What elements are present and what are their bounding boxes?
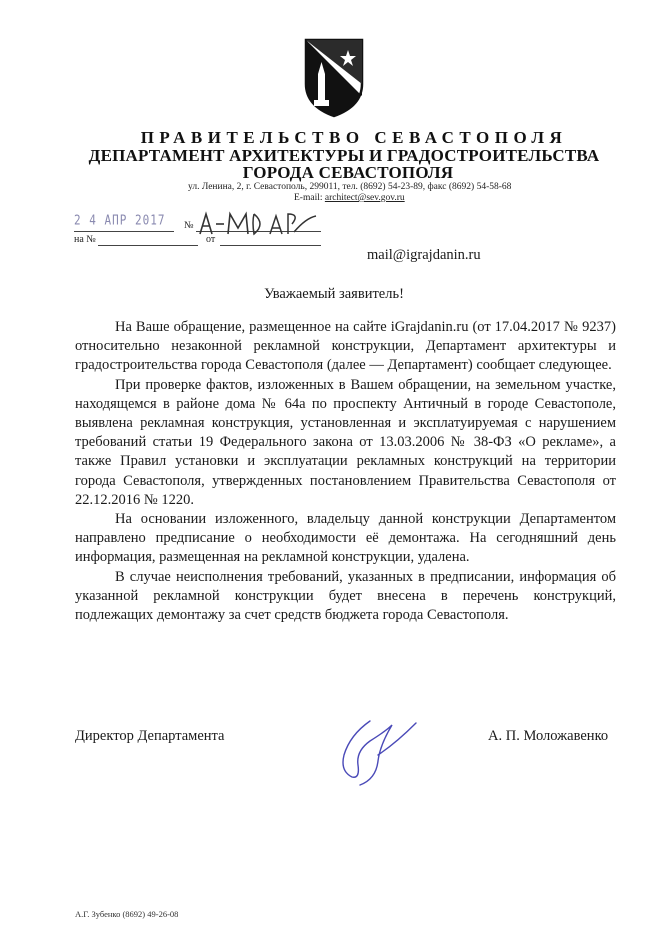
- executor-contact: А.Г. Зубенко (8692) 49-26-08: [75, 909, 179, 919]
- letter-body: [75, 318, 616, 625]
- paragraph-2: При проверке фактов, изложенных в Вашем обращении, на земельном участке, находящемся в районе дома № 64а по проспекту Античный в городе Севастополе, выявлена рекламная конструкция, установленная и эксплатуируемая с нарушением требований статьи 19 Федерального закона от 13.03.2006 № 38-ФЗ «О рекламе», а также Правил установки и эксплуатации рекламных конструкций на территории города Севастополя, утвержденных постановлением Правительства Севастополя от 22.12.2016 № 1220.: [75, 376, 616, 508]
- from-label: от: [206, 234, 216, 245]
- date-line: [74, 231, 174, 232]
- on-number-label: на №: [74, 234, 96, 245]
- department-email-link[interactable]: architect@sev.gov.ru: [324, 193, 405, 203]
- number-sign: №: [184, 220, 194, 231]
- department-title: ДЕПАРТАМЕНТ АРХИТЕКТУРЫ И ГРАДОСТРОИТЕЛЬСТВА: [88, 146, 600, 165]
- email-label: E-mail:: [294, 193, 325, 203]
- paragraph-1: На Ваше обращение, размещенное на сайте iGrajdanin.ru (от 17.04.2017 № 9237) относительно незаконной рекламной конструкции, Департамент архитектуры и градостроительства города Севастополя (далее — Департамент) сообщает следующее.: [75, 319, 616, 374]
- email-line: [294, 193, 405, 203]
- government-title: ПРАВИТЕЛЬСТВО СЕВАСТОПОЛЯ: [140, 128, 568, 147]
- from-line: [220, 245, 321, 246]
- city-title: ГОРОДА СЕВАСТОПОЛЯ: [242, 163, 454, 182]
- date-stamp: 2 4 АПР 2017: [74, 212, 166, 229]
- recipient-email: mail@igrajdanin.ru: [367, 247, 481, 263]
- signer-position: Директор Департамента: [75, 728, 225, 744]
- handwritten-signature: [330, 715, 420, 787]
- paragraph-3: На основании изложенного, владельцу данной конструкции Департаментом направлено предписание о необходимости её демонтажа. На сегодняшний день информация, размещенная на рекламной конструкции, удалена.: [75, 511, 616, 566]
- handwritten-reg-number: [196, 208, 326, 240]
- salutation: Уважаемый заявитель!: [264, 286, 404, 302]
- department-address: ул. Ленина, 2, г. Севастополь, 299011, тел. (8692) 54-23-89, факс (8692) 54-58-68: [188, 182, 512, 192]
- signer-name: А. П. Моложавенко: [488, 728, 609, 744]
- on-number-line: [98, 245, 198, 246]
- sevastopol-coat-of-arms-icon: [296, 36, 372, 120]
- paragraph-4: В случае неисполнения требований, указанных в предписании, информация об указанной рекламной конструкции будет внесена в перечень конструкций, подлежащих демонтажу за счет средств бюджета города Севастополя.: [75, 568, 616, 624]
